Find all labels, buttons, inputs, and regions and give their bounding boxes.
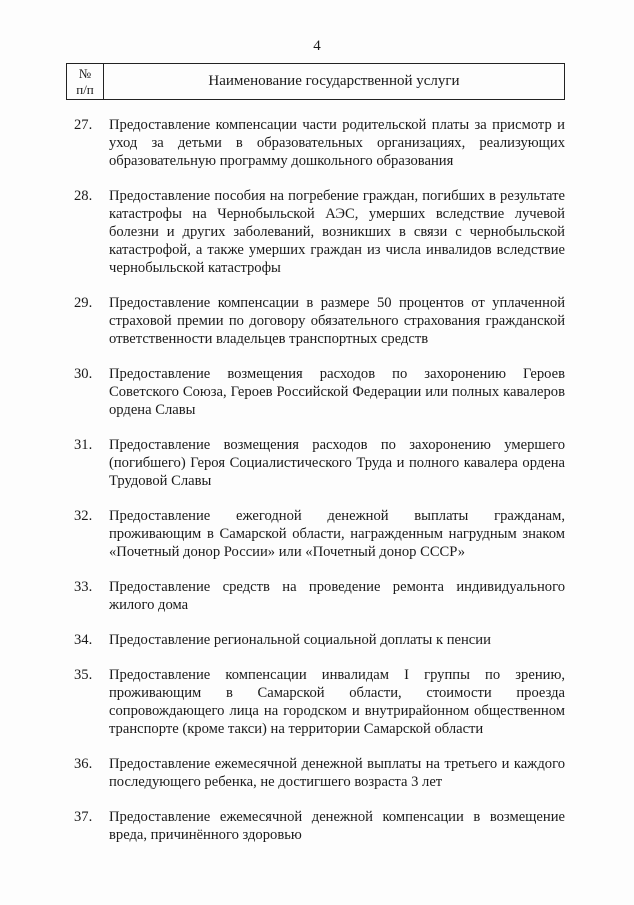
item-number: 35. (74, 667, 93, 683)
item-number: 27. (74, 117, 93, 133)
item-number: 30. (74, 366, 93, 382)
list-item (66, 365, 565, 419)
list-item (66, 808, 565, 844)
item-text: Предоставление средств на проведение ремонта индивидуального жилого дома (109, 579, 565, 613)
item-text: Предоставление возмещения расходов по захоронению умершего (погибшего) Героя Социалистического Труда и полного кавалера ордена Трудовой Славы (109, 437, 565, 489)
header-title: Наименование государственной услуги (208, 73, 460, 89)
item-text: Предоставление ежемесячной денежной выплаты на третьего и каждого последующего ребенка, не достигшего возраста 3 лет (109, 756, 565, 790)
table-header (66, 63, 565, 100)
item-text: Предоставление ежемесячной денежной компенсации в возмещение вреда, причинённого здоровью (109, 809, 565, 843)
item-number: 34. (74, 632, 93, 648)
header-number-column (67, 64, 104, 99)
header-number-abbr: п/п (76, 82, 94, 97)
item-text: Предоставление компенсации инвалидам I группы по зрению, проживающим в Самарской области, стоимости проезда сопровождающего лица на городском и внутрирайонном общественном транспорте (кроме такси) на территории Самарской области (109, 667, 565, 737)
page-number: 4 (313, 38, 321, 54)
item-text: Предоставление пособия на погребение граждан, погибших в результате катастрофы на Чернобыльской АЭС, умерших вследствие лучевой болезни и других заболеваний, возникших в связи с чернобыльской катастрофой, а также умерших граждан из числа инвалидов вследствие чернобыльской катастрофы (109, 188, 565, 276)
item-text: Предоставление компенсации части родительской платы за присмотр и уход за детьми в образовательных организациях, реализующих образовательную программу дошкольного образования (109, 117, 565, 169)
item-text: Предоставление региональной социальной доплаты к пенсии (109, 632, 491, 648)
item-number: 32. (74, 508, 93, 524)
item-number: 33. (74, 579, 93, 595)
list-item (66, 436, 565, 490)
header-number-symbol: № (78, 66, 92, 81)
list-item (66, 666, 565, 738)
list-item (66, 187, 565, 277)
item-number: 37. (74, 809, 93, 825)
item-text: Предоставление ежегодной денежной выплаты гражданам, проживающим в Самарской области, награжденным нагрудным знаком «Почетный донор России» или «Почетный донор СССР» (109, 508, 565, 560)
list-item (66, 755, 565, 791)
list-item (66, 631, 565, 649)
list-item (66, 116, 565, 170)
item-number: 36. (74, 756, 93, 772)
item-number: 28. (74, 188, 93, 204)
list-item (66, 294, 565, 348)
list-item (66, 578, 565, 614)
item-text: Предоставление компенсации в размере 50 процентов от уплаченной страховой премии по договору обязательного страхования гражданской ответственности владельцев транспортных средств (109, 295, 565, 347)
list-item (66, 507, 565, 561)
item-number: 29. (74, 295, 93, 311)
services-list (66, 116, 565, 861)
item-number: 31. (74, 437, 93, 453)
item-text: Предоставление возмещения расходов по захоронению Героев Советского Союза, Героев Российской Федерации или полных кавалеров ордена Славы (109, 366, 565, 418)
